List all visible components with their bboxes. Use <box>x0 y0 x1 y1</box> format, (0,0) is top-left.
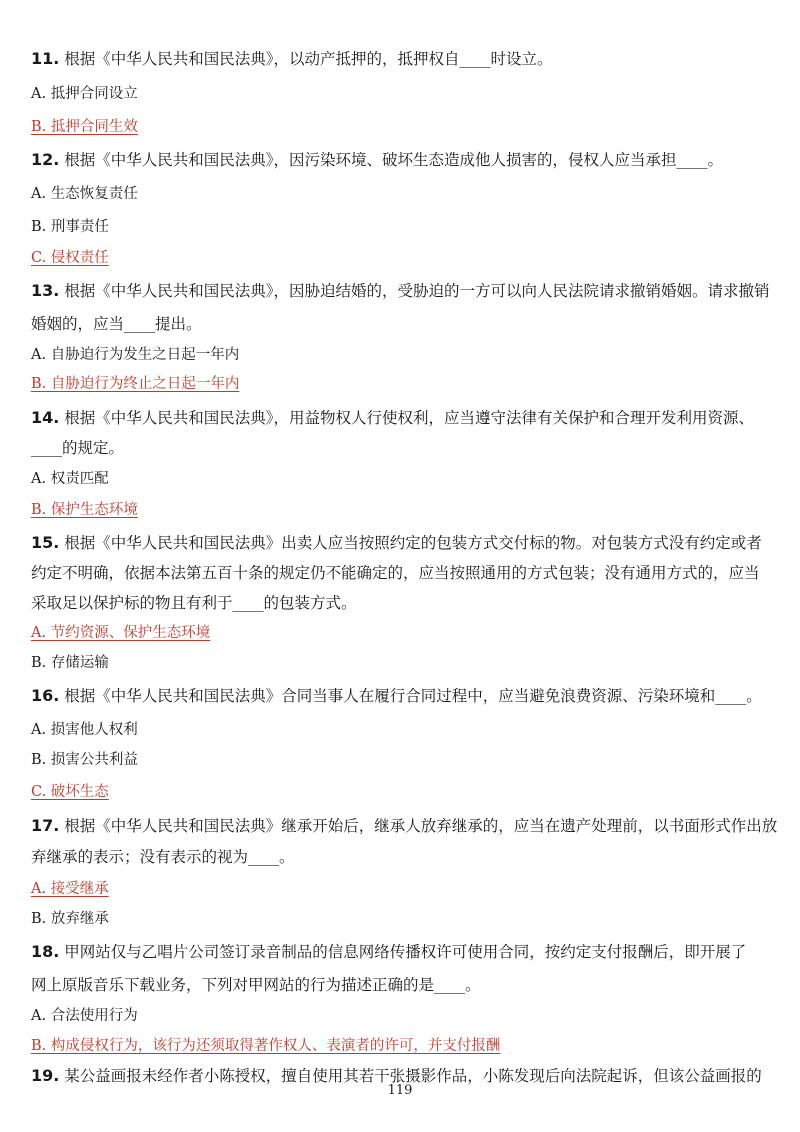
page-number: 119 <box>387 1083 413 1098</box>
question-number: 14. <box>31 408 60 427</box>
question-continuation: 婚姻的，应当____提出。 <box>31 315 202 333</box>
question-continuation: ____的规定。 <box>31 439 125 457</box>
question-text: 根据《中华人民共和国民法典》出卖人应当按照约定的包装方式交付标的物。对包装方式没有约定或者 <box>59 534 762 552</box>
question-text: 甲网站仅与乙唱片公司签订录音制品的信息网络传播权许可使用合同，按约定支付报酬后，即开展了 <box>59 943 747 961</box>
answer-option: A. 权责匹配 <box>31 471 109 487</box>
correct-answer-option: B. 保护生态环境 <box>31 502 138 518</box>
question-line <box>31 279 778 301</box>
question-line <box>31 47 778 69</box>
answer-option: A. 抵押合同设立 <box>31 86 138 102</box>
answer-option: A. 合法使用行为 <box>31 1008 138 1024</box>
answer-option: B. 刑事责任 <box>31 219 109 235</box>
answer-option: A. 生态恢复责任 <box>31 186 138 202</box>
correct-answer-option: C. 侵权责任 <box>31 250 109 266</box>
question-number: 16. <box>31 686 60 705</box>
correct-answer-option: B. 构成侵权行为，该行为还须取得著作权人、表演者的许可，并支付报酬 <box>31 1038 501 1054</box>
question-number: 19. <box>31 1066 60 1085</box>
question-number: 17. <box>31 816 60 835</box>
question-line <box>31 406 778 428</box>
question-number: 12. <box>31 150 60 169</box>
question-text: 根据《中华人民共和国民法典》，因污染环境、破坏生态造成他人损害的，侵权人应当承担____。 <box>59 151 724 169</box>
question-line <box>31 531 778 553</box>
question-continuation: 约定不明确，依据本法第五百十条的规定仍不能确定的，应当按照通用的方式包装；没有通用方式的，应当 <box>31 564 760 582</box>
answer-option: A. 损害他人权利 <box>31 722 138 738</box>
question-text: 根据《中华人民共和国民法典》继承开始后，继承人放弃继承的，应当在遗产处理前，以书面形式作出放 <box>59 817 778 835</box>
answer-option: B. 存储运输 <box>31 655 109 671</box>
answer-option: A. 自胁迫行为发生之日起一年内 <box>31 347 240 363</box>
correct-answer-option: A. 节约资源、保护生态环境 <box>31 625 211 641</box>
question-text: 根据《中华人民共和国民法典》，以动产抵押的，抵押权自____时设立。 <box>59 50 553 68</box>
question-line <box>31 814 778 836</box>
question-line <box>31 940 778 962</box>
question-line <box>31 148 778 170</box>
correct-answer-option: B. 抵押合同生效 <box>31 119 138 135</box>
correct-answer-option: C. 破坏生态 <box>31 784 109 800</box>
correct-answer-option: B. 自胁迫行为终止之日起一年内 <box>31 376 240 392</box>
question-number: 11. <box>31 49 60 68</box>
question-text: 根据《中华人民共和国民法典》，因胁迫结婚的，受胁迫的一方可以向人民法院请求撤销婚姻。请求撤销 <box>59 282 770 300</box>
question-continuation: 弃继承的表示；没有表示的视为____。 <box>31 848 295 866</box>
question-number: 15. <box>31 533 60 552</box>
question-text: 某公益画报未经作者小陈授权，擅自使用其若干张摄影作品，小陈发现后向法院起诉，但该公益画报的 <box>59 1067 762 1085</box>
correct-answer-option: A. 接受继承 <box>31 881 109 897</box>
answer-option: B. 损害公共利益 <box>31 752 138 768</box>
answer-option: B. 放弃继承 <box>31 911 109 927</box>
question-number: 13. <box>31 281 60 300</box>
question-continuation: 采取足以保护标的物且有利于____的包装方式。 <box>31 594 357 612</box>
question-text: 根据《中华人民共和国民法典》合同当事人在履行合同过程中，应当避免浪费资源、污染环境和____。 <box>59 687 762 705</box>
question-number: 18. <box>31 942 60 961</box>
question-text: 根据《中华人民共和国民法典》，用益物权人行使权利，应当遵守法律有关保护和合理开发利用资源、 <box>59 409 755 427</box>
question-line <box>31 684 778 706</box>
question-continuation: 网上原版音乐下载业务，下列对甲网站的行为描述正确的是____。 <box>31 976 481 994</box>
